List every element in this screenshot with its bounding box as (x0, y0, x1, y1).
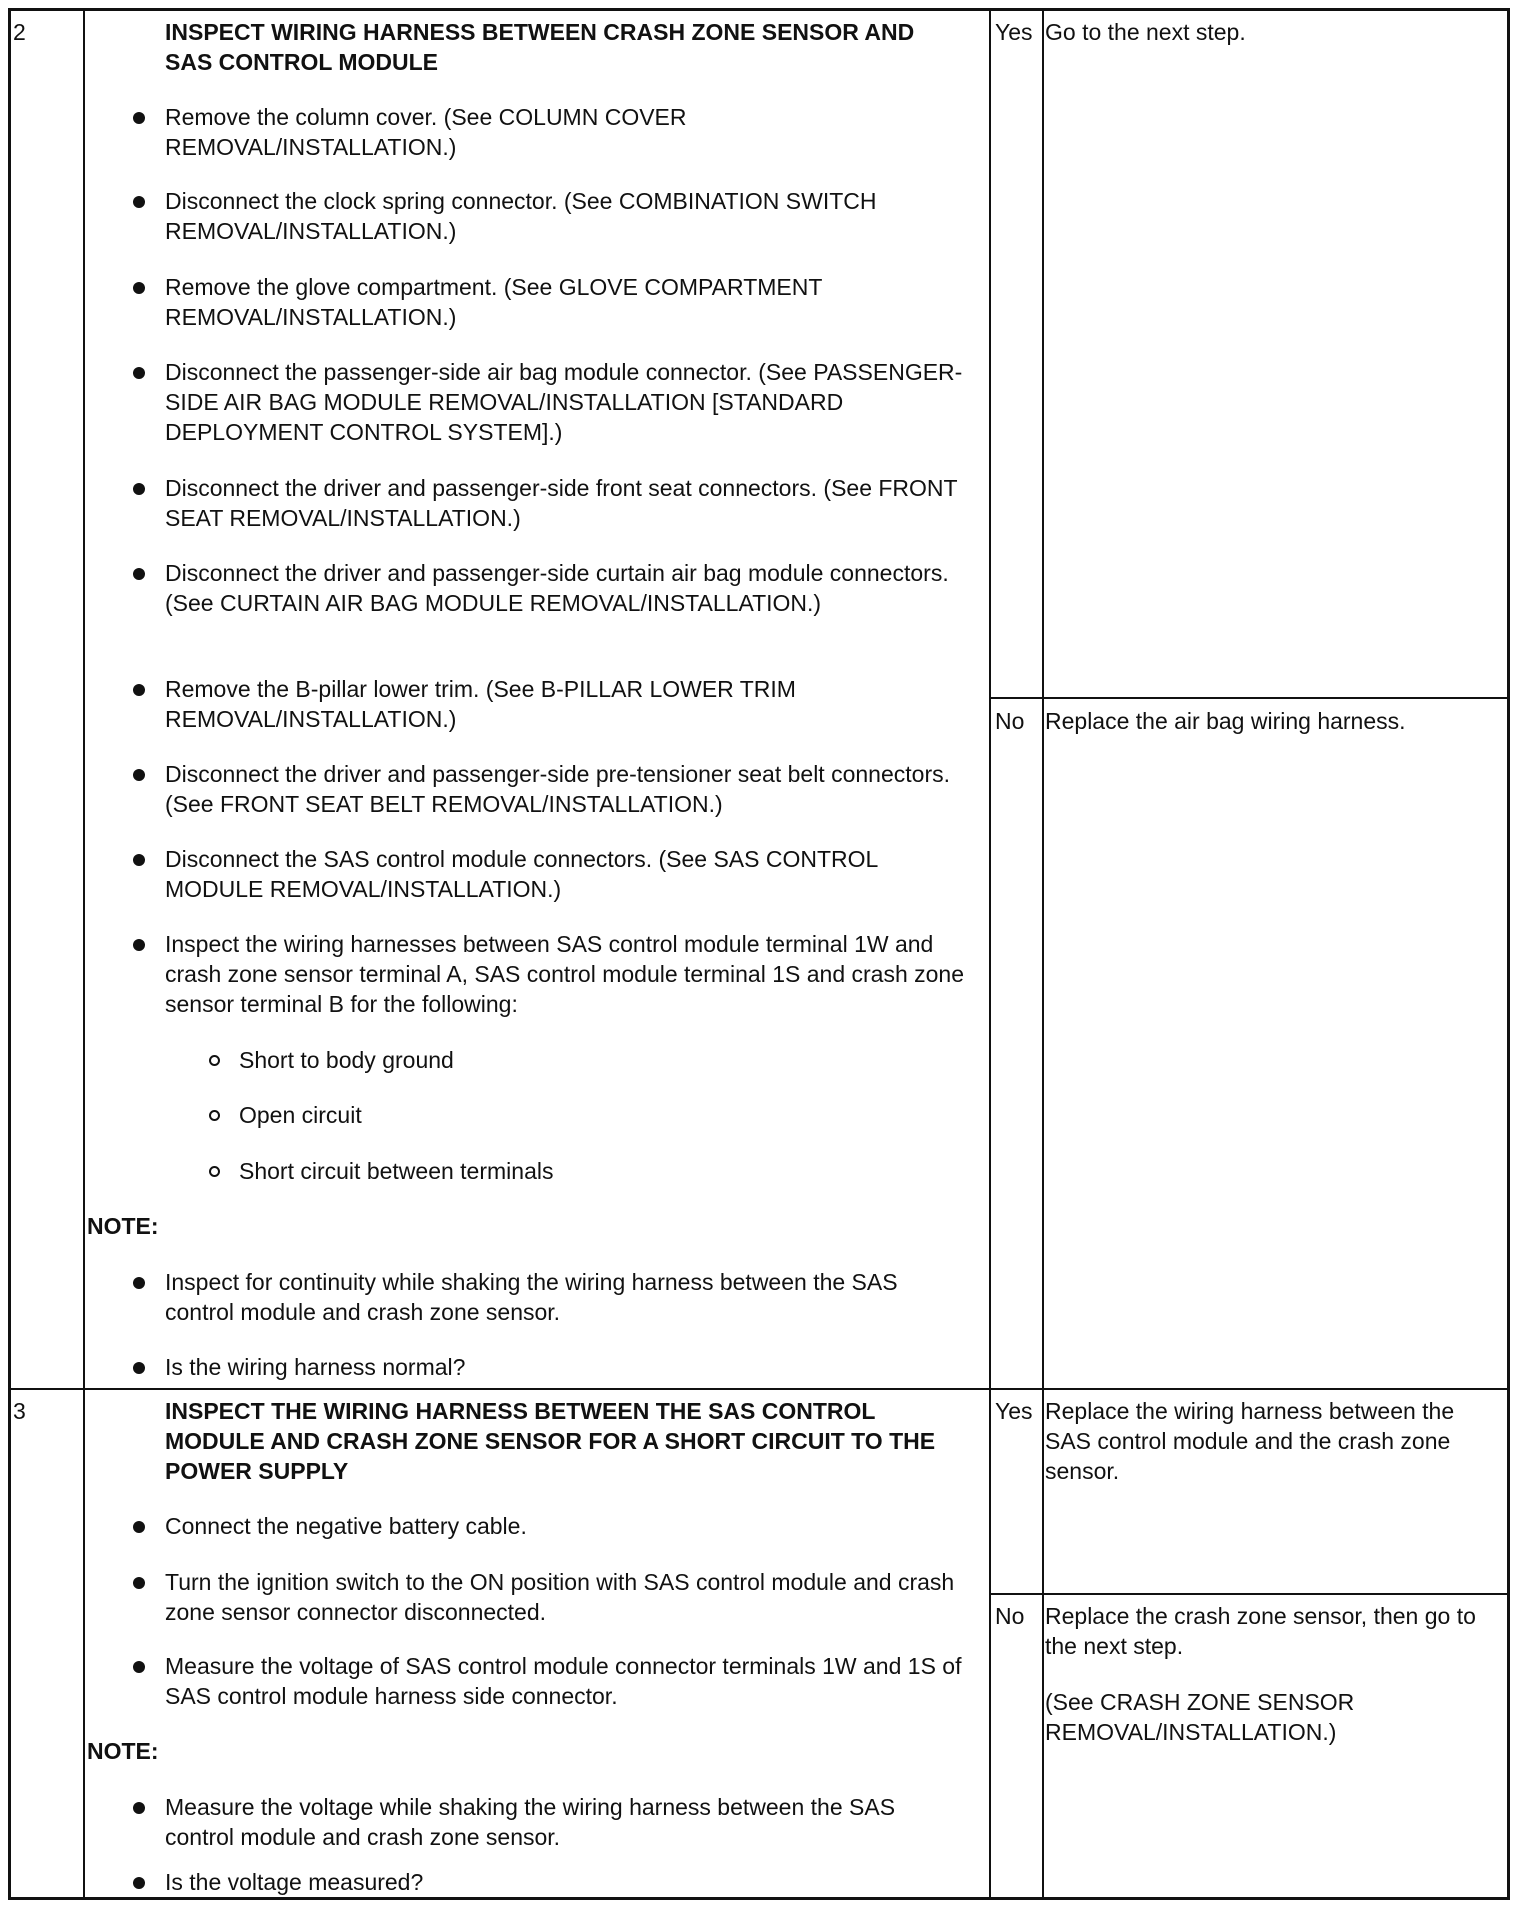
bullet-dot (133, 483, 145, 495)
procedure-bullet (165, 558, 965, 618)
sub-bullet (239, 1045, 939, 1075)
no-result: Replace the air bag wiring harness. (1045, 708, 1406, 734)
bullet-dot (133, 854, 145, 866)
bullet-dot (133, 684, 145, 696)
bullet-text: Disconnect the driver and passenger-side curtain air bag module connectors. (See CURTAIN AIR BAG MODULE REMOVAL/INSTALLATION.) (165, 560, 949, 616)
bullet-text: Is the wiring harness normal? (165, 1354, 466, 1380)
bullet-text: Connect the negative battery cable. (165, 1513, 527, 1539)
bullet-text: Remove the B-pillar lower trim. (See B-PILLAR LOWER TRIM REMOVAL/INSTALLATION.) (165, 676, 796, 732)
note-label: NOTE: (87, 1738, 159, 1764)
bullet-dot (133, 112, 145, 124)
bullet-text: Disconnect the clock spring connector. (See COMBINATION SWITCH REMOVAL/INSTALLATION.) (165, 188, 877, 244)
sub-bullet-text: Short to body ground (239, 1047, 454, 1073)
yes-result: Go to the next step. (1045, 19, 1246, 45)
step-number: 2 (13, 19, 26, 45)
procedure-bullet (165, 272, 965, 332)
step-title: INSPECT WIRING HARNESS BETWEEN CRASH ZONE SENSOR AND SAS CONTROL MODULE (165, 19, 915, 75)
note-bullet (165, 1792, 965, 1852)
sub-bullet-text: Short circuit between terminals (239, 1158, 554, 1184)
sub-bullet (239, 1100, 939, 1130)
bullet-text: Disconnect the SAS control module connectors. (See SAS CONTROL MODULE REMOVAL/INSTALLATION.) (165, 846, 878, 902)
note-bullet (165, 1867, 965, 1897)
step-number: 3 (13, 1398, 26, 1424)
yes-label: Yes (995, 1398, 1033, 1424)
column-divider (989, 11, 991, 1897)
yes-label: Yes (995, 19, 1033, 45)
row-divider (11, 1388, 1507, 1390)
bullet-dot (133, 1362, 145, 1374)
bullet-dot (133, 939, 145, 951)
procedure-bullet (165, 929, 965, 1019)
note-label: NOTE: (87, 1213, 159, 1239)
bullet-dot (133, 1877, 145, 1889)
bullet-text: Measure the voltage while shaking the wiring harness between the SAS control module and crash zone sensor. (165, 1794, 896, 1850)
circle-bullet-icon (209, 1166, 220, 1177)
procedure-bullet (165, 1651, 965, 1711)
troubleshooting-table (8, 8, 1510, 1900)
bullet-dot (133, 568, 145, 580)
bullet-dot (133, 1521, 145, 1533)
bullet-dot (133, 282, 145, 294)
circle-bullet-icon (209, 1055, 220, 1066)
column-divider (83, 11, 85, 1897)
no-result-reference: (See CRASH ZONE SENSOR REMOVAL/INSTALLATION.) (1045, 1689, 1355, 1745)
procedure-bullet (165, 1511, 965, 1541)
sub-bullet (239, 1156, 939, 1186)
bullet-text: Inspect for continuity while shaking the wiring harness between the SAS control module and crash zone sensor. (165, 1269, 898, 1325)
procedure-bullet (165, 844, 965, 904)
bullet-text: Is the voltage measured? (165, 1869, 424, 1895)
note-bullet (165, 1267, 965, 1327)
yes-no-divider (989, 1593, 1507, 1595)
procedure-bullet (165, 1567, 965, 1627)
bullet-text: Remove the column cover. (See COLUMN COVER REMOVAL/INSTALLATION.) (165, 104, 687, 160)
no-label: No (995, 708, 1025, 734)
bullet-dot (133, 1661, 145, 1673)
bullet-text: Remove the glove compartment. (See GLOVE COMPARTMENT REMOVAL/INSTALLATION.) (165, 274, 823, 330)
yes-no-divider (989, 697, 1507, 699)
step-title: INSPECT THE WIRING HARNESS BETWEEN THE SAS CONTROL MODULE AND CRASH ZONE SENSOR FOR A SHORT CIRCUIT TO THE POWER SUPPLY (165, 1398, 936, 1484)
note-bullet (165, 1352, 965, 1382)
bullet-text: Disconnect the passenger-side air bag module connector. (See PASSENGER-SIDE AIR BAG MODULE REMOVAL/INSTALLATION [STANDARD DEPLOYMENT CONTROL SYSTEM].) (165, 359, 963, 445)
bullet-text: Disconnect the driver and passenger-side front seat connectors. (See FRONT SEAT REMOVAL/INSTALLATION.) (165, 475, 958, 531)
sub-bullet-text: Open circuit (239, 1102, 362, 1128)
procedure-bullet (165, 674, 965, 734)
yes-result: Replace the wiring harness between the SAS control module and the crash zone sensor. (1045, 1398, 1455, 1484)
bullet-dot (133, 1577, 145, 1589)
bullet-text: Disconnect the driver and passenger-side pre-tensioner seat belt connectors. (See FRONT SEAT BELT REMOVAL/INSTALLATION.) (165, 761, 950, 817)
bullet-dot (133, 769, 145, 781)
bullet-text: Inspect the wiring harnesses between SAS control module terminal 1W and crash zone sensor terminal A, SAS control module terminal 1S and crash zone sensor terminal B for the following: (165, 931, 965, 1017)
procedure-bullet (165, 186, 965, 246)
circle-bullet-icon (209, 1110, 220, 1121)
bullet-text: Measure the voltage of SAS control module connector terminals 1W and 1S of SAS control module harness side connector. (165, 1653, 962, 1709)
bullet-text: Turn the ignition switch to the ON position with SAS control module and crash zone sensor connector disconnected. (165, 1569, 955, 1625)
no-result: Replace the crash zone sensor, then go to the next step. (1045, 1603, 1476, 1659)
procedure-bullet (165, 473, 965, 533)
no-label: No (995, 1603, 1025, 1629)
bullet-dot (133, 367, 145, 379)
procedure-bullet (165, 102, 965, 162)
bullet-dot (133, 1277, 145, 1289)
procedure-bullet (165, 759, 965, 819)
procedure-bullet (165, 357, 965, 447)
bullet-dot (133, 1802, 145, 1814)
bullet-dot (133, 196, 145, 208)
